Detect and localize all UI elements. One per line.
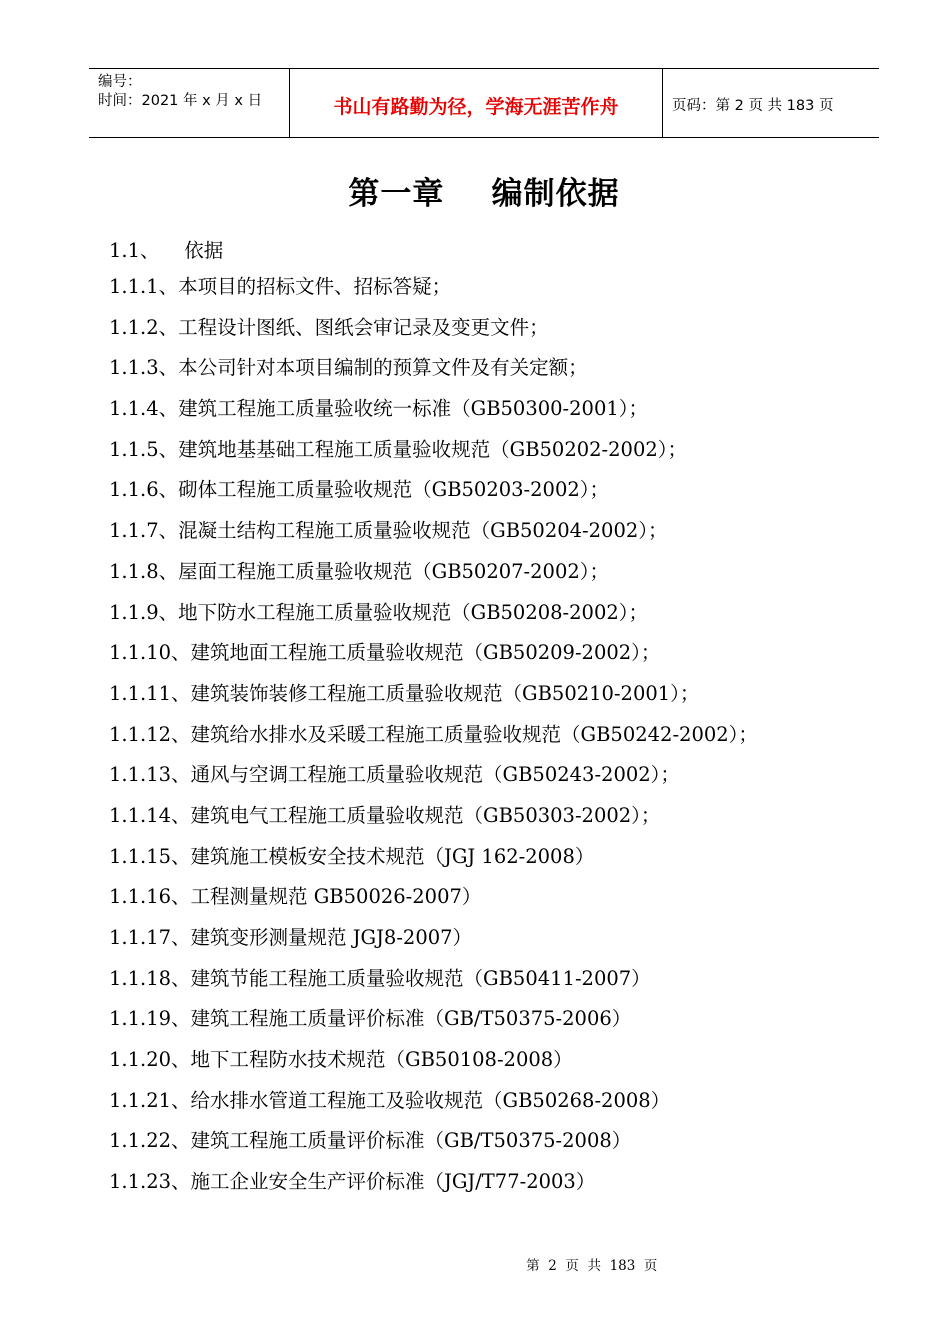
list-item: 1.1.3、本公司针对本项目编制的预算文件及有关定额； [109, 356, 588, 380]
list-item: 1.1.16、工程测量规范 GB50026-2007） [109, 885, 482, 909]
list-item: 1.1.17、建筑变形测量规范 JGJ8-2007） [109, 926, 473, 949]
list-item: 1.1.15、建筑施工模板安全技术规范（JGJ 162-2008） [109, 844, 595, 868]
list-item: 1.1.4、建筑工程施工质量验收统一标准（GB50300-2001）； [109, 397, 649, 421]
basis-section [109, 234, 909, 1203]
list-item: 1.1.8、屋面工程施工质量验收规范（GB50207-2002）； [109, 559, 610, 583]
page-header [89, 68, 879, 138]
basis-list [109, 267, 909, 1203]
list-item: 1.1.9、地下防水工程施工质量验收规范（GB50208-2002）； [109, 600, 649, 624]
list-item: 1.1.20、地下工程防水技术规范（GB50108-2008） [109, 1048, 573, 1072]
list-item: 1.1.11、建筑装饰装修工程施工质量验收规范（GB50210-2001）； [109, 681, 700, 705]
header-meta-cell [89, 69, 290, 137]
list-item: 1.1.22、建筑工程施工质量评价标准（GB/T50375-2008） [109, 1129, 632, 1153]
list-item: 1.1.21、给水排水管道工程施工及验收规范（GB50268-2008） [109, 1088, 671, 1112]
header-motto: 书山有路勤为径，学海无涯苦作舟 [290, 69, 663, 137]
document-number-label: 编号： [98, 74, 142, 90]
footer-page-number: 第 2 页 共 183 页 [526, 1258, 658, 1274]
list-item: 1.1.10、建筑地面工程施工质量验收规范（GB50209-2002）； [109, 641, 661, 665]
list-item: 1.1.14、建筑电气工程施工质量验收规范（GB50303-2002）； [109, 803, 661, 827]
document-time-label: 时间：2021 年 x 月 x 日 [98, 93, 263, 109]
list-item: 1.1.1、本项目的招标文件、招标答疑； [109, 275, 452, 298]
list-item: 1.1.12、建筑给水排水及采暖工程施工质量验收规范（GB50242-2002）； [109, 722, 758, 746]
list-item: 1.1.2、工程设计图纸、图纸会审记录及变更文件； [109, 315, 549, 339]
list-item: 1.1.6、砌体工程施工质量验收规范（GB50203-2002）； [109, 478, 610, 502]
chapter-title: 第一章 编制依据 [348, 176, 620, 212]
list-item: 1.1.13、通风与空调工程施工质量验收规范（GB50243-2002）； [109, 763, 680, 787]
list-item: 1.1.23、施工企业安全生产评价标准（JGJ/T77-2003） [109, 1170, 596, 1194]
section-heading: 1.1、 依据 [109, 239, 224, 262]
list-item: 1.1.5、建筑地基基础工程施工质量验收规范（GB50202-2002）； [109, 437, 688, 461]
page-footer [0, 1238, 950, 1274]
list-item: 1.1.19、建筑工程施工质量评价标准（GB/T50375-2006） [109, 1007, 632, 1031]
list-item: 1.1.7、混凝土结构工程施工质量验收规范（GB50204-2002）； [109, 519, 668, 543]
list-item: 1.1.18、建筑节能工程施工质量验收规范（GB50411-2007） [109, 966, 651, 990]
header-page-number: 页码：第 2 页 共 183 页 [672, 97, 834, 114]
